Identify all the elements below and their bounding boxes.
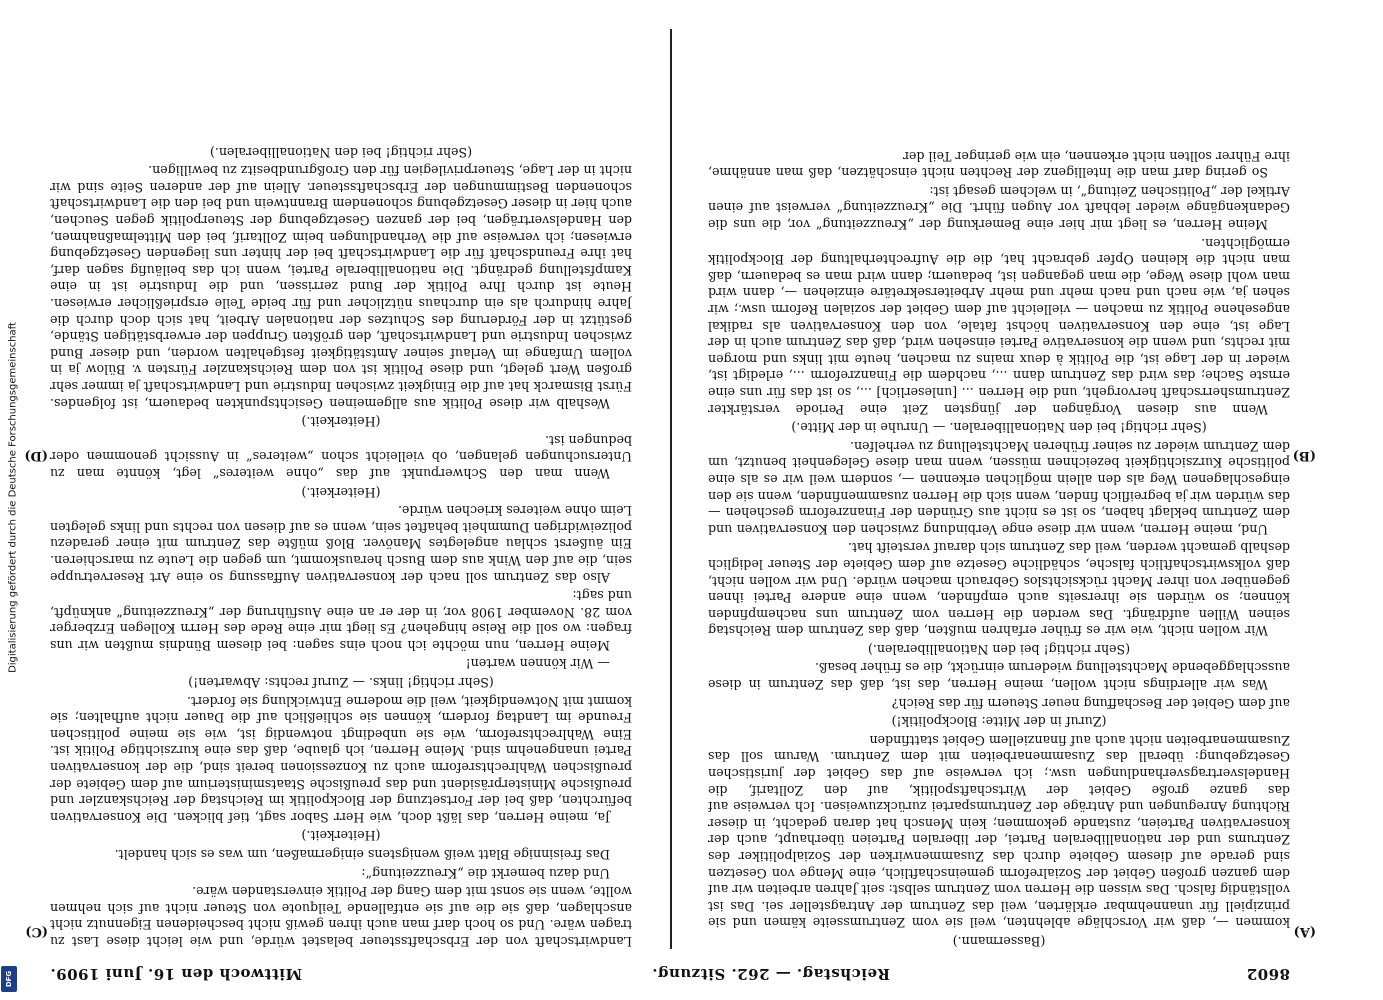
digitization-credit: Digitalisierung gefördert durch die Deutsche Forschungsgemeinschaft <box>7 322 19 673</box>
interjection: (Heiterkeit.) <box>301 828 381 844</box>
margin-marker-a: (A) <box>1293 924 1316 939</box>
interjection: (Sehr richtig! bei den Nationalliberalen.) <box>867 641 1131 657</box>
paragraph: Und, meine Herren, wenn wir diese enge Verbindung zwischen den Konservativen und dem Zentrum beklagt haben, so ist es nicht aus Gründen der Finanzreform geschehen — das würden wir ja begreiflich finden, wenn sich die Herren zusammenfinden, wenn sie den eingeschlagenen Weg als den allein möglichen erkennen —, sondern weil wir es als eine politische Kurzsichtigkeit bezeichnen müssen, wenn man diese Gelegenheit benutzt, um dem Zentrum wieder zu seiner früheren Machtstellung zu verhelfen. <box>708 438 1290 537</box>
interjection: (Sehr richtig! links. — Zuruf rechts: Abwarten!) <box>188 675 494 691</box>
rotated-document-page <box>20 18 1320 983</box>
quotation: So gering darf man die Intelligenz der Rechten nicht einschätzen, daß man annähme, ihre Führer sollten nicht erkennen, ein wie geringer Teil der <box>708 148 1290 181</box>
paragraph: Meine Herren, es liegt mir hier eine Bemerkung der „Kreuzzeitung“ vor, die uns die Gedankengänge wieder lebhaft vor Augen führt. Die „Kreuzzeitung“ verweist auf einen Artikel der „Politischen Zeitung“, in welchem gesagt ist: <box>708 183 1290 233</box>
paragraph: Meine Herren, nun möchte ich noch eins sagen: bei diesem Bündnis mußten wir uns fragen: wo soll die Reise hingehen? Es liegt mir eine Rede des Herrn Kollegen Erzberger vom 28. November 1908 vor, in der er an eine Ausführung der „Kreuzzeitung“ anknüpft, und sagt: <box>50 588 632 653</box>
quotation: Landwirtschaft von der Erbschaftssteuer belastet würde, und wie leicht diese Last zu tragen wäre. Und so hoch darf man auch ihren gewiß nicht bescheidenen Eigennutz nicht anschlagen, daß sie die auf sie entfallende Teilquote von Steuer nicht auf sich nehmen wollte, wenn sie sonst mit dem Gang der Politik einverstanden wäre. <box>50 884 632 949</box>
paragraph: Ja, meine Herren, das läßt doch, wie Herr Sabor sagt, tief blicken. Die Konservativen befürchten, daß bei der Fortsetzung der Blockpolitik im Reichstag der Reichskanzler und preußische Ministerpräsident und das preußische Staatsministerium auf dem Gebiete der preußischen Wahlrechtsreform auch zu Konzessionen bereit sind, die der konservativen Partei unangenehm sind. Meine Herren, ich glaube, daß das eine kurzsichtige Politik ist. Eine Wahlrechtsreform, wie sie unbedingt notwendig ist, wie sie meine politischen Freunde im Landtag fordern, können sie schließlich auf die Dauer nicht aufhalten; sie kommt mit Notwendigkeit, weil die moderne Entwicklung sie fordert. <box>50 693 632 825</box>
page-number: 8602 <box>1246 965 1290 983</box>
paragraph: Wenn man den Schwerpunkt auf das „ohne weiteres“ legt, könnte man zu Untersuchungen gelangen, ob vielleicht schon „weiteres“ in Aussicht genommen oder bedungen ist. <box>50 432 632 481</box>
digitization-sidebar <box>4 12 18 988</box>
dfg-logo-text: DFG <box>5 970 14 988</box>
paragraph: Wenn aus diesen Vorgängen der jüngsten Zeit eine Periode verstärkter Zentrumsherrschaft hervorgeht, und die Herren ... [unleserlich] ..., so ist das für uns eine ernste Sache; das wird das Zentrum dann ..., nachdem die Finanzreform ..., erledigt ist, wieder in der Lage ist, die Politik à deux mains zu machen, heute mit links und morgen mit rechts, und wenn die konservative Partei einsehen wird, daß das Zentrum auch in der Lage ist, eine den Konservativen höchst fatale, von den Konservativen als radikal angesehene Politik zu machen — vielleicht auf dem Gebiet der sozialen Reform usw.; wir sehen ja, wie nach und nach mehr und mehr Arbeitersekretäre einziehen —, dann wird man wohl diese Wege, die man gegangen ist, bedauern; dann wird man es bedauern, daß man nicht die kleinen Opfer gebracht hat, die die Aufrechterhaltung der Blockpolitik ermöglichten. <box>708 235 1290 417</box>
left-column <box>708 24 1290 949</box>
header-date: Mittwoch den 16. Juni 1909. <box>50 965 303 983</box>
dfg-logo <box>1 966 17 992</box>
margin-marker-c: (C) <box>25 924 48 939</box>
quotation: Also das Zentrum soll nach der konservativen Auffassung so eine Art Reservetruppe sein, die auf den Wink aus dem Busch herauskommt, um gegen die Leute zu marschieren. Ein äußerst schlau angelegtes Manöver. Bloß müßte das Zentrum mit einer geradezu polizeiwidrigen Dummheit behaftet sein, wenn es auf diesen von rechts und links gelegten Leim ohne weiteres kriechen würde. <box>50 503 632 585</box>
margin-marker-d: (D) <box>24 448 48 463</box>
paragraph: kommen —, daß wir Vorschläge ablehnten, weil sie vom Zentrumsseite kämen und sie prinzipiell für unannehmbar erklärten, weil das Zentrum der Antragsteller sei. Das ist vollständig falsch. Das wissen die Herren vom Zentrum selbst: seit Jahren arbeiten wir auf dem ganzen großen Gebiet der Sozialreform gemeinschaftlich, eine Menge von Gesetzen sind gerade auf diesem Gebiete durch das Zusammenwirken der Sozialpolitiker des Zentrums und der nationalliberalen Partei, der liberalen Parteien überhaupt, auch der konservativen Parteien, zustande gekommen; kein Mensch hat daran gedacht, in dieser Richtung Anregungen und Anträge der Zentrumspartei zurückzuweisen. Ich verweise auf das ganze große Gebiet der Wirtschaftspolitik, auf den Zolltarif, die Handelsvertragsverhandlungen usw.; ich verweise auf das Gebiet der juristischen Gesetzgebung: überall das Zusammenarbeiten mit dem Zentrum. Warum soll das Zusammenarbeiten nicht auch auf finanziellem Gebiet stattfinden <box>708 732 1290 931</box>
margin-marker-b: (B) <box>1292 448 1316 463</box>
interjection: (Sehr richtig! bei den Nationalliberalen.) <box>209 144 473 160</box>
page-header <box>20 961 1320 983</box>
quotation: Das freisinnige Blatt weiß wenigstens einigermaßen, um was es sich handelt. <box>114 847 610 863</box>
interjection: (Sehr richtig! bei den Nationalliberalen. — Unruhe in der Mitte.) <box>791 420 1207 436</box>
paragraph: — Wir können warten! <box>465 656 610 672</box>
interjection: (Zuruf in der Mitte: Blockpolitik!) <box>891 714 1107 730</box>
paragraph: Wir wollen nicht, wie wir es früher erfahren mußten, daß das Zentrum dem Reichstag seinen Willen aufdrängt. Das werden die Herren vom Zentrum uns nachempfinden können; so würden sie ihrerseits auch empfinden, wenn eine andere Partei ihnen gegenüber von ihrer Macht rücksichtslos Gebrauch machen würde. Und wir wollen nicht, daß volkswirtschaftlich falsche, schädliche Gesetze auf dem Gebiete der Steuer lediglich deshalb gemacht werden, weil das Zentrum sich darauf versteift hat. <box>708 540 1290 639</box>
interjection: (Heiterkeit.) <box>301 484 381 500</box>
interjection: (Heiterkeit.) <box>301 414 381 430</box>
header-title: Reichstag. — 262. Sitzung. <box>651 965 890 983</box>
column-divider <box>671 29 673 949</box>
right-column <box>50 24 632 949</box>
paragraph: Und dazu bemerkt die „Kreuzzeitung“: <box>361 865 610 881</box>
paragraph: Weshalb wir diese Politik aus allgemeinen Gesichtspunkten bedauern, ist folgendes. Fürst Bismarck hat auf die Einigkeit zwischen Industrie und Landwirtschaft ja immer sehr großen Wert gelegt, und diese Politik ist von dem Reichskanzler Fürsten v. Bülow ja in vollem Umfange im Verlauf seiner Amtstätigkeit festgehalten worden, und dieser Bund zwischen Industrie und Landwirtschaft, den größten Gruppen der erwerbstätigen Stände, gestützt in der Förderung des Schutzes der nationalen Arbeit, hat sich doch durch die Jahre hindurch als ein durchaus nützlicher und für beide Teile ersprießlicher erwiesen. Heute ist durch Ihre Politik der Bund zerrissen, und die Industrie ist in eine Kampfstellung gedrängt. Die nationalliberale Partei, wenn ich das beiläufig sagen darf, hat ihre Freundschaft für die Landwirtschaft bei der hinter uns liegenden Gesetzgebung erwiesen; ich verweise auf die Verhandlungen beim Zolltarif, bei den Mittelmaßnahmen, den Handelsverträgen, bei der ganzen Gesetzgebung der Steuerpolitik gegen Seuchen, auch hier in dieser Gesetzgebung schonendem Branntwein und bei den die Landwirtschaft schonenden Bestimmungen der Erbschaftssteuer. Allein auf der anderen Seite sind wir nicht in der Lage, Steuerprivilegien für den Großgrundbesitz zu bewilligen. <box>50 163 632 411</box>
paragraph: auf dem Gebiet der Beschaffung neuer Steuern für das Reich? <box>891 695 1290 711</box>
paragraph: Was wir allerdings nicht wollen, meine Herren, das ist, daß das Zentrum in diese ausschlaggebende Machtstellung wiederum einrückt, die es früher besaß. <box>708 660 1290 693</box>
speaker-name: (Bassermann.) <box>952 934 1046 949</box>
